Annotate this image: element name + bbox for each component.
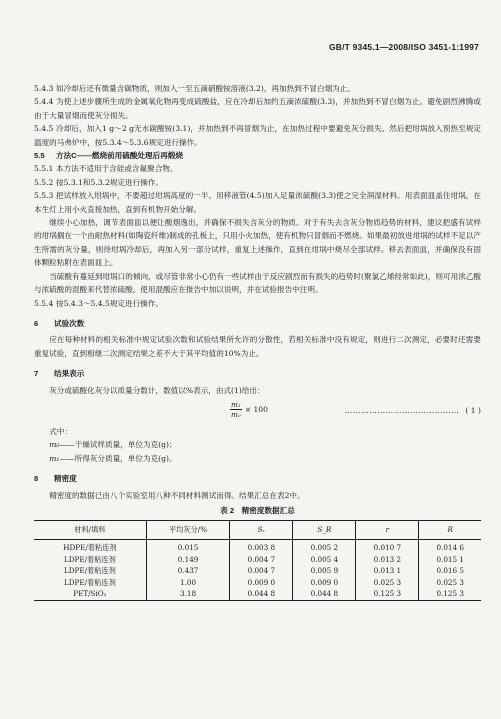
header-mean-ash: 平均灰分/%: [146, 521, 230, 540]
formula-multiplier: × 100: [244, 404, 268, 414]
table-cell: 0.014 6: [419, 539, 481, 553]
clause-5-5-1: [34, 162, 481, 175]
fraction-numerator: m₁: [231, 399, 241, 409]
continuation-paragraph: 继续小心加热，调节表面皿以便让酸烟逸出，并确保不损失含灰分的物质。对于有失去含灰分物质趋势的材料，建议把盛有试样的坩埚搁在一个由耐热材料(如陶瓷纤维)制成的孔板上，只用小火加热，使有机物只冒烟而不燃烧。如果最初放进坩埚的试样不足以产生所需的灰分量，则待坩埚冷却后，再加入另一部分试样，重复上述操作，直到在坩埚中烧尽全部试样。移去表面皿，并确保没有固体颗粒粘附在表面皿上。: [34, 218, 481, 268]
table-cell: 0.005 4: [293, 554, 356, 566]
header-R: R: [419, 521, 481, 540]
table-cell: 0.015: [146, 539, 230, 553]
table-cell: 0.025 3: [356, 577, 419, 589]
table-cell: 0.013 1: [356, 565, 419, 577]
clause-text: 把试样放入坩埚中，不要超过坩埚高度的一半。用移液管(4.5)加入足量浓硫酸(3.3)使之完全润湿材料。用表面皿盖住坩埚，在本生灯上用小火直接加热，直到有机物开始分解。: [34, 191, 481, 214]
clause-number: 5.5.3: [34, 191, 54, 201]
clause-5-5-4: [34, 297, 481, 310]
table-title: 表 2 精密度数据汇总: [220, 505, 295, 515]
table-cell: 0.004 7: [230, 554, 293, 566]
fraction: [230, 400, 242, 419]
formula-expression: [230, 400, 268, 419]
table-cell: 0.016 5: [419, 565, 481, 577]
clause-text: 按5.3.1和5.3.2规定进行操作。: [56, 177, 163, 187]
equation-number: ( 1 ): [465, 405, 481, 415]
variable-description: ——所得灰分质量，单位为克(g)。: [59, 453, 177, 463]
header-material: 材料/填料: [34, 521, 146, 540]
table-cell: 0.437: [146, 565, 230, 577]
variable-description: ——干燥试样质量，单位为克(g)；: [59, 440, 177, 450]
clause-5-5-2: [34, 176, 481, 189]
table-row: [34, 554, 481, 566]
table-cell: 0.013 2: [356, 554, 419, 566]
section-7-heading: [34, 367, 481, 380]
section-title: 结果表示: [54, 369, 85, 379]
equation-number-line: [345, 404, 481, 417]
formula-1: [34, 399, 481, 425]
variable-definition: [34, 452, 481, 465]
clause-number: 5.4.4: [34, 97, 54, 107]
document-body: [34, 82, 481, 601]
clause-number: 5.5.2: [34, 177, 54, 187]
clause-5-5-3: [34, 189, 481, 216]
section-6-text: 应在每种材料的相关标准中规定试验次数和试验结果所允许的分散性，若相关标准中没有规定，则进行二次测定，必要时还需要重复试验，直到相继二次测定结果之差不大于其平均值的10%为止。: [34, 335, 481, 358]
section-number: 6: [34, 318, 39, 328]
table-row: [34, 565, 481, 577]
table-header-row: [34, 521, 481, 540]
section-5-5-heading: [34, 149, 481, 162]
table-cell: 0.044 8: [293, 588, 356, 600]
fraction-denominator: m₀: [231, 409, 241, 419]
section-8-heading: [34, 472, 481, 485]
section-title: 精密度: [54, 474, 77, 484]
clause-text: 冷却后，加入1 g～2 g无水碳酸铵(3.1)，并加热到不再冒烟为止，在加热过程中要避免灰分损失。然后把坩埚放入预热至规定温度的马弗炉中，按5.3.4～5.3.6规定进行操作。: [34, 124, 481, 147]
table-cell: 0.004 7: [230, 565, 293, 577]
clause-5-4-5: [34, 122, 481, 149]
table-cell: 0.125 3: [419, 588, 481, 600]
section-number: 7: [34, 369, 39, 379]
header-r: r: [356, 521, 419, 540]
table-cell: 0.009 0: [230, 577, 293, 589]
clause-text: 本方法不适用于含硅或含氟聚合物。: [56, 164, 178, 174]
table-cell: 0.005 9: [293, 565, 356, 577]
section-6-heading: [34, 317, 481, 330]
section-number: 8: [34, 474, 39, 484]
variable-symbol: m₁: [49, 453, 60, 463]
clause-number: 5.4.5: [34, 124, 54, 134]
clause-number: 5.4.3: [34, 84, 54, 93]
section-title: 试验次数: [54, 318, 85, 328]
table-cell: 0.003 8: [230, 539, 293, 553]
clause-5-4-3: [34, 82, 481, 95]
where-label: 式中：: [49, 426, 72, 436]
table-cell: LDPE/着粘连剂: [63, 554, 116, 564]
clause-text: 如冷却后还有微量含碳物质，则加入一至五滴硝酸铵溶液(3.2)，再加热到不冒白烟为止。: [56, 84, 355, 93]
table-cell: LDPE/着粘连剂: [63, 577, 116, 587]
standard-code-header: GB/T 9345.1—2008/ISO 3451-1:1997: [328, 42, 479, 52]
table-cell: PET/SiO₂: [73, 589, 107, 599]
table-cell: 1.00: [146, 577, 230, 589]
table-cell: HDPE/着粘连剂: [63, 542, 117, 552]
section-title: 方法C——燃烧前用硫酸处理后再煅烧: [56, 151, 183, 161]
table-row: [34, 577, 481, 589]
section-number: 5.5: [34, 151, 45, 161]
table-cell: LDPE/着粘连剂: [63, 566, 116, 576]
table-cell: 3.18: [146, 588, 230, 600]
leader-dots: ……………………………………: [344, 405, 460, 415]
section-8-text: 精密度的数据已由八个实验室用八种不同材料测试而得。结果汇总在表2中。: [49, 490, 305, 500]
table-cell: 0.015 1: [419, 554, 481, 566]
clause-number: 5.5.1: [34, 164, 54, 174]
clause-text: 按5.4.3～5.4.5规定进行操作。: [56, 298, 163, 308]
clause-number: 5.5.4: [34, 298, 54, 308]
clause-text: 为使上述步骤所生成的金属氧化物再变成硫酸盐，应在冷却后加约五滴浓硫酸(3.3)，并加热到不冒白烟为止。避免剧烈沸腾或由于大量冒烟而使灰分损失。: [34, 97, 481, 120]
table-cell: 0.009 0: [293, 577, 356, 589]
table-row: [34, 539, 481, 553]
table-cell: 0.005 2: [293, 539, 356, 553]
variable-symbol: m₀: [49, 440, 60, 450]
section-7-text: 灰分或硫酸化灰分以质量分数计，数值以%表示，由式(1)给出：: [49, 385, 265, 395]
table-cell: 0.044 8: [230, 588, 293, 600]
header-sr: Sᵣ: [230, 521, 293, 540]
continuation-paragraph: 当硫酸有蔓延到坩埚口的倾向，或尽管非常小心仍有一些试样由于反应剧烈而有损失的趋势时(聚氯乙烯经常如此)，则可用浓乙酸与浓硫酸的混酸来代替浓硫酸。使用混酸应在报告中加以说明，并在试验报告中注明。: [34, 271, 481, 295]
header-sR: S_R: [293, 521, 356, 540]
clause-5-4-4: [34, 95, 481, 122]
precision-table: [34, 520, 481, 601]
table-cell: 0.149: [146, 554, 230, 566]
variable-definition: [34, 438, 481, 451]
table-row: [34, 588, 481, 600]
table-cell: 0.025 3: [419, 577, 481, 589]
table-cell: 0.010 7: [356, 539, 419, 553]
table-cell: 0.125 3: [356, 588, 419, 600]
